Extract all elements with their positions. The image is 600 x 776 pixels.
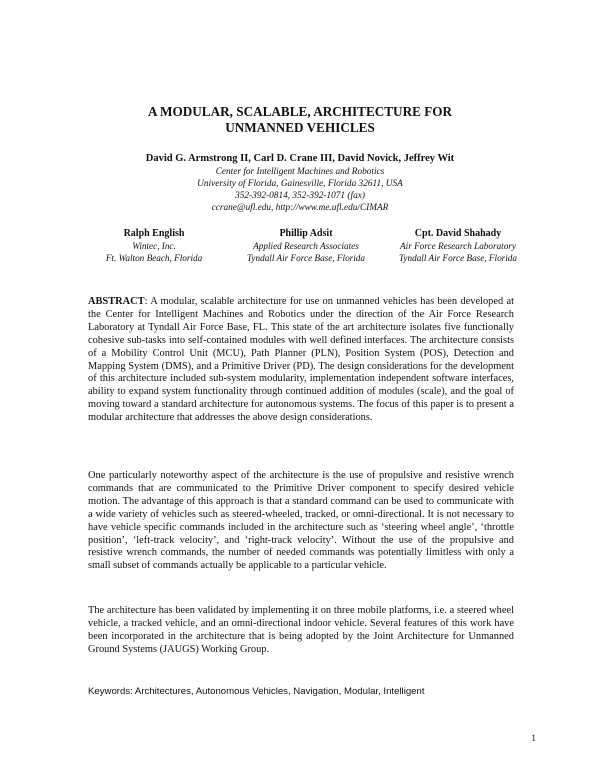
title-line-2: UNMANNED VEHICLES: [225, 120, 375, 135]
coauthor-name: Ralph English: [123, 228, 185, 239]
affiliation-university: University of Florida, Gainesville, Florida 32611, USA: [197, 179, 403, 189]
coauthor-org: Wintec, Inc.: [132, 241, 176, 251]
primary-author-names: David G. Armstrong II, Carl D. Crane III, David Novick, Jeffrey Wit: [145, 153, 455, 164]
paper-title: [0, 104, 600, 136]
coauthor-shahady: [382, 228, 534, 264]
abstract-label: ABSTRACT: [88, 296, 145, 307]
coauthor-location: Tyndall Air Force Base, Florida: [247, 253, 365, 263]
page-number: 1: [531, 733, 536, 744]
coauthor-location: Tyndall Air Force Base, Florida: [399, 253, 517, 263]
coauthor-org: Applied Research Associates: [253, 241, 359, 251]
body-paragraph-2: One particularly noteworthy aspect of the architecture is the use of propulsive and resistive wrench commands that are communicated to the Primitive Driver component to specify desired vehicle motion. The advantage of this approach is that a standard command can be used to communicate with a wide variety of vehicles such as steered-wheeled, tracked, or omni-directional. It is not necessary to have vehicle specific commands included in the architecture such as ‘steering wheel angle’, ‘throttle position’, ‘left-track velocity’, and ‘right-track velocity’. Without the use of the propulsive and resistive wrench commands, the number of needed commands was potentially limitless with only a small subset of commands actually be applicable to a particular vehicle.: [88, 470, 514, 572]
affiliation-contact: ccrane@ufl.edu, http://www.me.ufl.edu/CIMAR: [211, 203, 389, 213]
coauthor-english: [78, 228, 230, 264]
coauthor-name: Cpt. David Shahady: [414, 228, 502, 239]
affiliation-phone: 352-392-0814, 352-392-1071 (fax): [235, 191, 365, 201]
coauthor-adsit: [230, 228, 382, 264]
coauthor-org: Air Force Research Laboratory: [400, 241, 516, 251]
primary-author-block: [0, 152, 600, 214]
coauthor-name: Phillip Adsit: [279, 228, 333, 239]
keywords-line: Keywords: Architectures, Autonomous Vehicles, Navigation, Modular, Intelligent: [88, 686, 425, 697]
coauthor-location: Ft. Walton Beach, Florida: [105, 253, 203, 263]
title-line-1: A MODULAR, SCALABLE, ARCHITECTURE FOR: [147, 104, 453, 119]
abstract-paragraph: [88, 296, 514, 425]
abstract-text: : A modular, scalable architecture for use on unmanned vehicles has been developed at the Center for Intelligent Machines and Robotics under the direction of the Air Force Research Laboratory at Tyndall Air Force Base, FL. This state of the art architecture isolates five functionally cohesive sub-tasks into self-contained modules with well defined interfaces. The architecture consists of a Mobility Control Unit (MCU), Path Planner (PLN), Position System (POS), Detection and Mapping System (DMS), and a Primitive Driver (PD). The design considerations for the development of this architecture included sub-system modularity, implementation independent software interfaces, ability to expand system functionality through continued addition of modules (scale), and the goal of moving toward a standard architecture for autonomous systems. The focus of this paper is to present a modular architecture that addresses the above design considerations.: [88, 296, 514, 424]
body-paragraph-3: The architecture has been validated by implementing it on three mobile platforms, i.e. a steered wheel vehicle, a tracked vehicle, and an omni-directional indoor vehicle. Several features of this work have been incorporated in the architecture that is being adopted by the Joint Architecture for Unmanned Ground Systems (JAUGS) Working Group.: [88, 605, 514, 655]
coauthor-row: [78, 228, 534, 264]
affiliation-center: Center for Intelligent Machines and Robotics: [215, 167, 385, 177]
